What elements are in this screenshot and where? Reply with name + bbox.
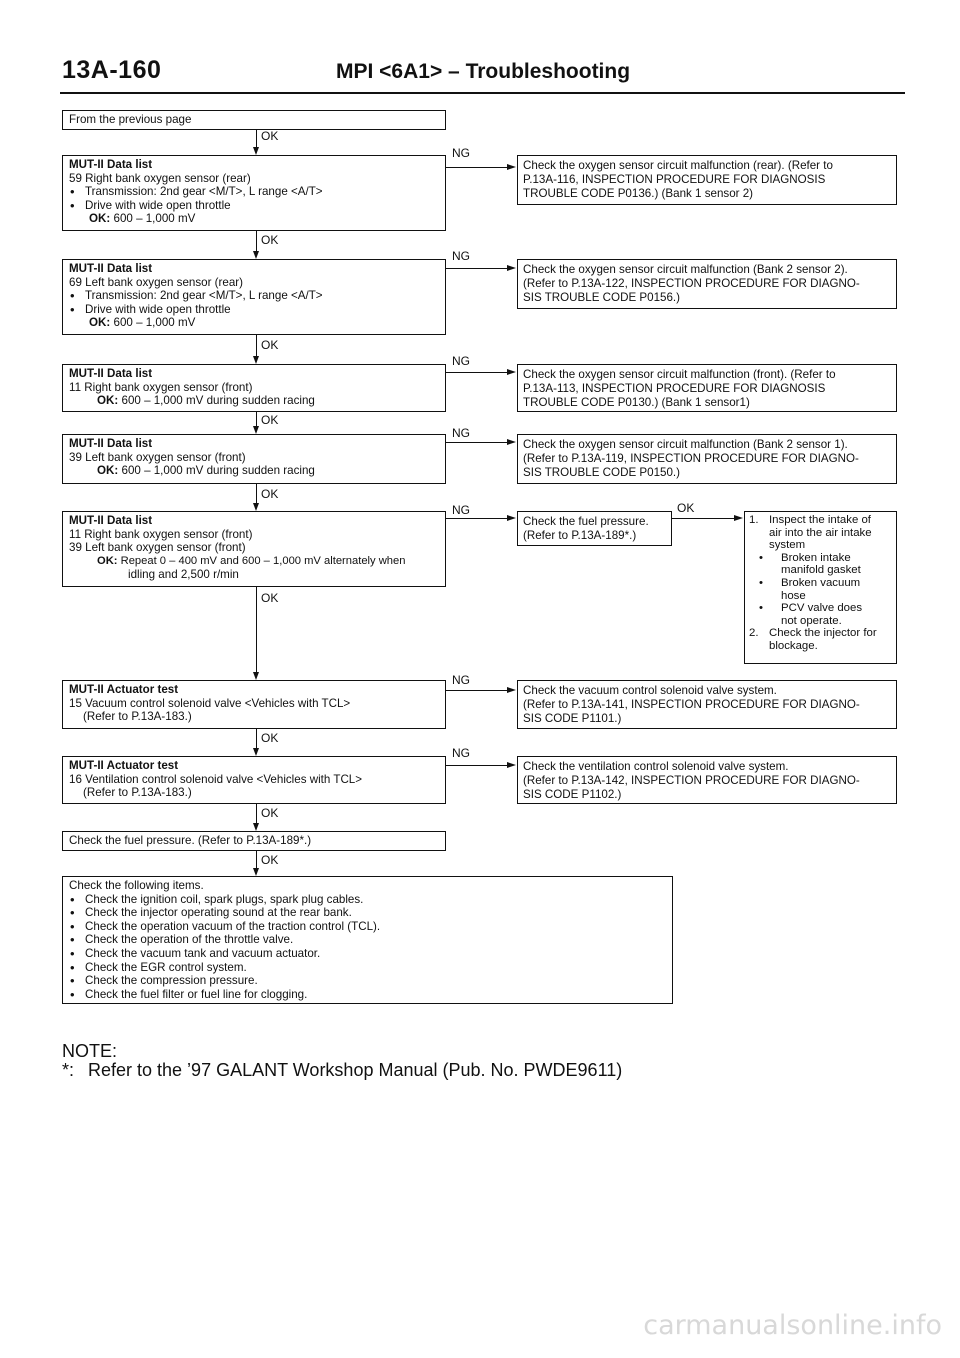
- box-from-previous-page: [62, 110, 446, 130]
- item-num: 1.: [749, 514, 759, 526]
- ok-label: OK:: [97, 554, 118, 567]
- step-line: 16 Ventilation control solenoid valve <Vehicles with TCL>: [69, 772, 363, 786]
- ng-label: NG: [452, 503, 470, 517]
- item-text: Check the injector for: [769, 627, 877, 640]
- result-line: SIS TROUBLE CODE P0150.): [523, 465, 681, 479]
- inspect-cont: not operate.: [781, 614, 842, 627]
- connector-ok-fuel: [672, 518, 735, 519]
- connector-ng-7: [446, 765, 508, 766]
- arrow-down: [253, 147, 259, 155]
- step-head: Check the following items.: [69, 879, 204, 892]
- step-line: 39 Left bank oxygen sensor (front): [69, 541, 246, 555]
- result-line: (Refer to P.13A-141, INSPECTION PROCEDURE FOR DIAGNO-: [523, 697, 860, 711]
- arrow-right: [507, 515, 516, 521]
- ok-value: Repeat 0 – 400 mV and 600 – 1,000 mV alternately when: [120, 554, 406, 567]
- check-item: • Check the operation vacuum of the traction control (TCL).: [69, 920, 666, 934]
- step-ok: [69, 464, 439, 478]
- result-line: (Refer to P.13A-119, INSPECTION PROCEDURE FOR DIAGNO-: [523, 451, 859, 465]
- arrow-right: [507, 687, 516, 693]
- box-step-8: [62, 831, 446, 851]
- arrow-right: [507, 164, 516, 170]
- arrow-down: [253, 748, 259, 756]
- connector-ok-4: [256, 412, 257, 427]
- connector-ng-1: [446, 167, 508, 168]
- check-item: • Check the operation of the throttle valve.: [69, 933, 666, 947]
- page-title: MPI <6A1> – Troubleshooting: [336, 60, 631, 83]
- item-text: Inspect the intake of: [769, 514, 871, 526]
- result-line: TROUBLE CODE P0130.) (Bank 1 sensor1): [523, 395, 750, 409]
- ng-label: NG: [452, 249, 470, 263]
- arrow-down: [253, 356, 259, 364]
- step-bullet: • Drive with wide open throttle: [69, 199, 439, 213]
- title-rule: [60, 92, 905, 94]
- step-head: MUT-II Data list: [69, 514, 153, 527]
- result-line: Check the vacuum control solenoid valve system.: [523, 684, 777, 697]
- arrow-right: [507, 369, 516, 375]
- step-bullet: • Drive with wide open throttle: [69, 303, 439, 317]
- check-item: • Check the fuel filter or fuel line for clogging.: [69, 988, 666, 1002]
- ng-label: NG: [452, 426, 470, 440]
- result-line: SIS CODE P1102.): [523, 787, 622, 801]
- inspect-sub: • PCV valve does: [749, 602, 892, 615]
- arrow-down: [253, 823, 259, 831]
- result-line: Check the oxygen sensor circuit malfunction (Bank 2 sensor 1).: [523, 438, 848, 451]
- check-item: • Check the EGR control system.: [69, 961, 666, 975]
- arrow-down: [253, 868, 259, 876]
- arrow-down: [253, 251, 259, 259]
- connector-ok-6: [256, 587, 257, 673]
- ok-value: 600 – 1,000 mV during sudden racing: [121, 464, 315, 478]
- step-line: 59 Right bank oxygen sensor (rear): [69, 171, 251, 185]
- connector-ok-8: [256, 804, 257, 824]
- step-bullet: • Transmission: 2nd gear <M/T>, L range <A/T>: [69, 185, 439, 199]
- ok-label: OK: [261, 413, 279, 427]
- connector-ok-7: [256, 729, 257, 749]
- step-head: MUT-II Data list: [69, 367, 153, 380]
- step-head: MUT-II Actuator test: [69, 683, 179, 696]
- page-number: 13A-160: [62, 56, 162, 84]
- step-line: (Refer to P.13A-183.): [83, 710, 192, 724]
- ok-value: 600 – 1,000 mV: [113, 212, 196, 226]
- box-step-2: [62, 259, 446, 335]
- connector-ok-9: [256, 851, 257, 869]
- ok-label: OK: [261, 806, 279, 820]
- box-result-5: [517, 511, 672, 546]
- box-step-7: [62, 756, 446, 804]
- step-head: MUT-II Actuator test: [69, 759, 179, 772]
- inspect-item: [749, 627, 892, 640]
- box-result-2: [517, 259, 897, 309]
- result-line: SIS TROUBLE CODE P0156.): [523, 290, 681, 304]
- step-line: 11 Right bank oxygen sensor (front): [69, 527, 253, 541]
- inspect-sub: • Broken vacuum: [749, 577, 892, 590]
- ng-label: NG: [452, 354, 470, 368]
- result-line: Check the ventilation control solenoid valve system.: [523, 760, 789, 773]
- result-line: (Refer to P.13A-189*.): [523, 528, 637, 542]
- ng-label: NG: [452, 673, 470, 687]
- box-result-3: [517, 364, 897, 412]
- box-step-3: [62, 364, 446, 412]
- ok-label: OK:: [89, 316, 111, 330]
- connector-ng-4: [446, 442, 508, 443]
- step-line: 11 Right bank oxygen sensor (front): [69, 380, 253, 394]
- connector-ok-2: [256, 231, 257, 252]
- check-item: • Check the injector operating sound at the rear bank.: [69, 906, 666, 920]
- ok-label: OK: [261, 853, 279, 867]
- result-line: (Refer to P.13A-122, INSPECTION PROCEDURE FOR DIAGNO-: [523, 276, 860, 290]
- result-line: Check the oxygen sensor circuit malfunction (front). (Refer to: [523, 368, 836, 381]
- inspect-cont: system: [769, 539, 806, 552]
- step-ok: [69, 555, 439, 569]
- result-line: SIS CODE P1101.): [523, 711, 622, 725]
- result-line: P.13A-113, INSPECTION PROCEDURE FOR DIAGNOSIS: [523, 381, 826, 395]
- check-item: • Check the ignition coil, spark plugs, spark plug cables.: [69, 893, 666, 907]
- result-line: TROUBLE CODE P0136.) (Bank 1 sensor 2): [523, 186, 754, 200]
- step-ok: [69, 212, 439, 226]
- check-item: • Check the vacuum tank and vacuum actuator.: [69, 947, 666, 961]
- box-step-9: [62, 876, 673, 1004]
- watermark: carmanualsonline.info: [643, 1310, 942, 1341]
- box-result-1: [517, 155, 897, 205]
- connector-ok-3: [256, 335, 257, 357]
- ok-label: OK: [261, 338, 279, 352]
- box-step-1: [62, 155, 446, 231]
- ok-label: OK: [261, 129, 279, 143]
- box-text: From the previous page: [69, 113, 192, 126]
- step-line: 15 Vacuum control solenoid valve <Vehicles with TCL>: [69, 696, 351, 710]
- box-step-6: [62, 680, 446, 729]
- ok-label: OK: [261, 731, 279, 745]
- result-line: P.13A-116, INSPECTION PROCEDURE FOR DIAGNOSIS: [523, 172, 826, 186]
- arrow-right: [507, 439, 516, 445]
- ok-label: OK: [261, 487, 279, 501]
- ok-value: 600 – 1,000 mV: [113, 316, 196, 330]
- ok-label: OK: [261, 591, 279, 605]
- ok-label: OK: [677, 501, 695, 515]
- inspect-item: [749, 514, 892, 527]
- arrow-down: [253, 503, 259, 511]
- box-result-4: [517, 434, 897, 484]
- inspect-cont: air into the air intake: [769, 526, 872, 539]
- box-result-6: [517, 680, 897, 729]
- step-ok: [69, 316, 439, 330]
- item-num: 2.: [749, 627, 759, 640]
- step-line: 39 Left bank oxygen sensor (front): [69, 450, 246, 464]
- arrow-right: [507, 265, 516, 271]
- connector-ok-5: [256, 484, 257, 504]
- ng-label: NG: [452, 146, 470, 160]
- arrow-down: [253, 426, 259, 434]
- step-line: Check the fuel pressure. (Refer to P.13A-189*.): [69, 834, 312, 847]
- ng-label: NG: [452, 746, 470, 760]
- step-head: MUT-II Data list: [69, 437, 153, 450]
- connector-ng-2: [446, 268, 508, 269]
- check-item: • Check the compression pressure.: [69, 974, 666, 988]
- result-line: Check the oxygen sensor circuit malfunction (Bank 2 sensor 2).: [523, 263, 848, 276]
- step-line: (Refer to P.13A-183.): [83, 786, 192, 800]
- result-line: (Refer to P.13A-142, INSPECTION PROCEDURE FOR DIAGNO-: [523, 773, 860, 787]
- ok-label: OK:: [97, 464, 119, 478]
- connector-ng-5: [446, 518, 508, 519]
- result-line: Check the oxygen sensor circuit malfunction (rear). (Refer to: [523, 159, 833, 172]
- ok-label: OK:: [89, 212, 111, 226]
- result-line: Check the fuel pressure.: [523, 515, 649, 528]
- step-ok: [69, 394, 439, 408]
- step-ok-cont: idling and 2,500 r/min: [128, 568, 239, 582]
- note-label: NOTE:: [62, 1041, 118, 1061]
- ok-label: OK:: [97, 394, 119, 408]
- ok-value: 600 – 1,000 mV during sudden racing: [121, 394, 315, 408]
- connector-ng-6: [446, 690, 508, 691]
- inspect-cont: manifold gasket: [781, 564, 861, 577]
- box-result-7: [517, 756, 897, 804]
- note-mark: *:: [62, 1060, 75, 1080]
- arrow-down: [253, 672, 259, 680]
- connector-ng-3: [446, 372, 508, 373]
- arrow-right: [734, 515, 743, 521]
- box-result-5b: [744, 511, 897, 664]
- ok-label: OK: [261, 233, 279, 247]
- note-text: Refer to the ’97 GALANT Workshop Manual (Pub. No. PWDE9611): [88, 1060, 623, 1080]
- step-line: 69 Left bank oxygen sensor (rear): [69, 275, 244, 289]
- step-head: MUT-II Data list: [69, 262, 153, 275]
- inspect-sub: • Broken intake: [749, 552, 892, 565]
- box-step-5: [62, 511, 446, 587]
- step-head: MUT-II Data list: [69, 158, 153, 171]
- step-bullet: • Transmission: 2nd gear <M/T>, L range <A/T>: [69, 289, 439, 303]
- inspect-cont: blockage.: [769, 639, 818, 652]
- box-step-4: [62, 434, 446, 484]
- inspect-cont: hose: [781, 589, 806, 602]
- connector-ok-1: [256, 130, 257, 148]
- arrow-right: [507, 762, 516, 768]
